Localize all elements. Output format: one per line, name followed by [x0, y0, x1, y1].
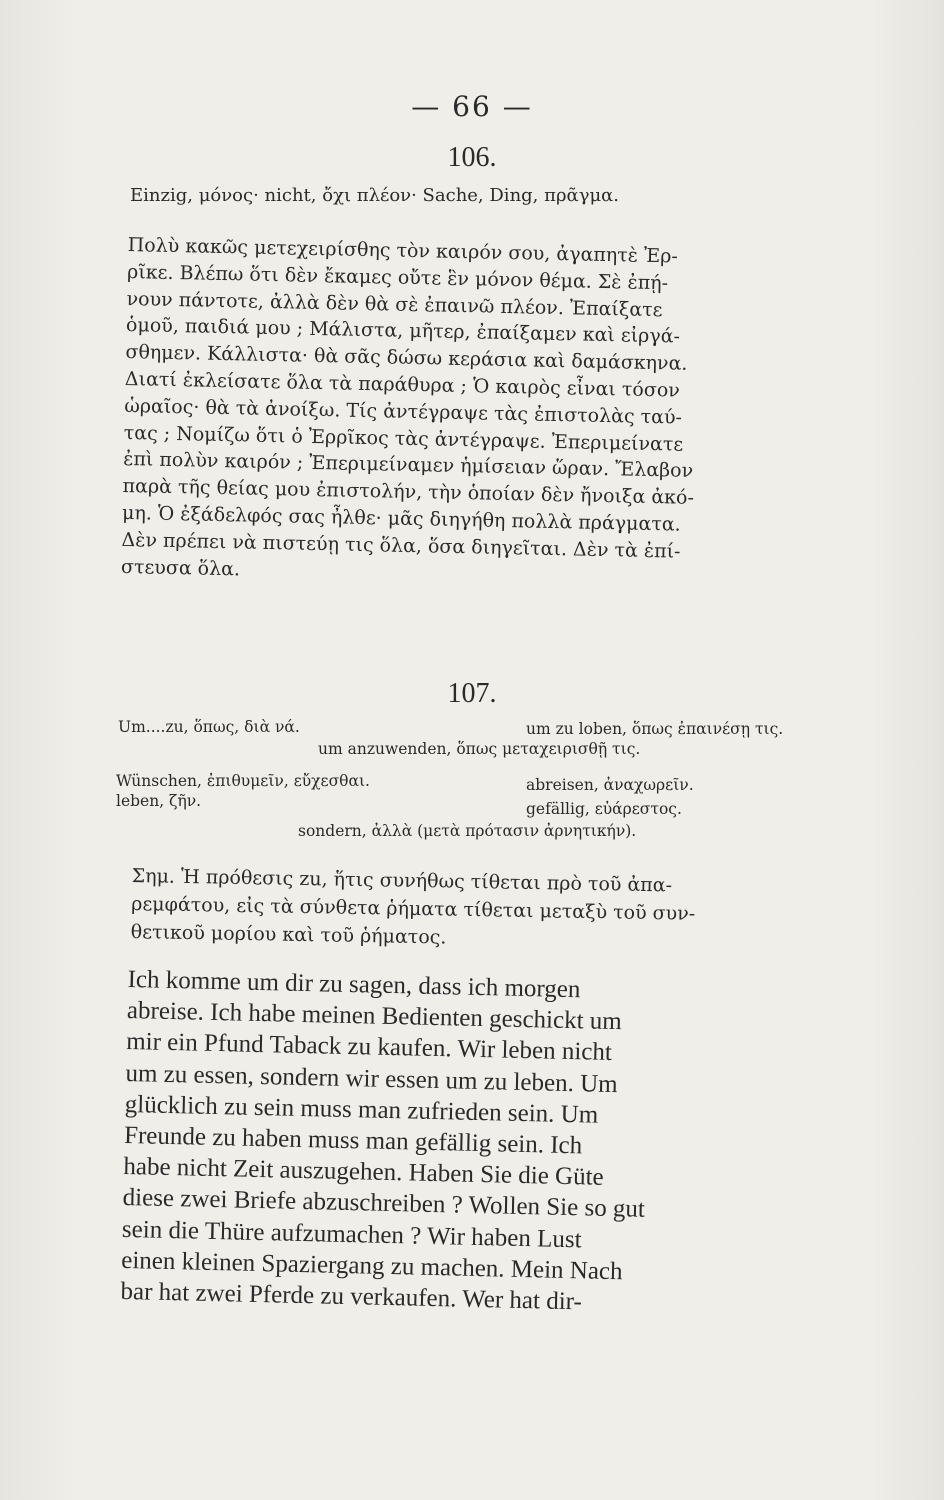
text-line: um zu essen, sondern wir essen um zu leben. Um [125, 1059, 618, 1098]
text-line: diese zwei Briefe abzuschreiben ? Wollen Sie so gut [122, 1184, 646, 1224]
text-line: μη. Ὁ ἐξάδελφός σας ἦλθε· μᾶς διηγήθη πολλὰ πράγματα. [121, 501, 681, 536]
page-number: — 66 — [411, 90, 533, 123]
vocab-entry: sondern, ἀλλὰ (μετὰ πρότασιν ἀρνητικήν). [298, 822, 637, 840]
note-line: ρεμφάτου, εἰς τὰ σύνθετα ῥήματα τίθεται μεταξὺ τοῦ συν- [131, 892, 696, 925]
vocab-entry: abreisen, ἀναχωρεῖν. [526, 776, 694, 794]
text-line: einen kleinen Spaziergang zu machen. Mein Nach [120, 1246, 623, 1286]
vocab-entry: um anzuwenden, ὅπως μεταχειρισθῇ τις. [318, 740, 641, 758]
text-line: ἐπὶ πολὺν καιρόν ; Ἐπεριμείναμεν ἡμίσειαν ὥραν. Ἔλαβον [123, 448, 694, 483]
text-line: τας ; Νομίζω ὅτι ὁ Ἐρρῖκος τὰς ἀντέγραψε. Ἐπεριμείνατε [123, 421, 684, 456]
text-line: sein die Thüre aufzumachen ? Wir haben Lust [121, 1215, 582, 1253]
text-line: στευσα ὅλα. [120, 555, 241, 580]
vocab-entry: gefällig, εὐάρεστος. [526, 800, 682, 818]
exercise-106-vocab: Einzig, μόνος· nicht, ὄχι πλέον· Sache, Ding, πρᾶγμα. [130, 185, 620, 206]
exercise-107-heading: 107. [447, 678, 497, 709]
vocab-entry: leben, ζῆν. [116, 792, 202, 810]
vocab-entry: Um....zu, ὅπως, διὰ νά. [118, 718, 300, 736]
text-line: παρὰ τῆς θείας μου ἐπιστολήν, τὴν ὁποίαν δὲν ἤνοιξα ἀκό- [122, 475, 695, 510]
text-line: νουν πάντοτε, ἀλλὰ δὲν θὰ σὲ ἐπαινῶ πλέον. Ἐπαίξατε [126, 287, 663, 321]
text-line: habe nicht Zeit auszugehen. Haben Sie die Güte [123, 1153, 604, 1192]
text-line: ρῖκε. Βλέπω ὅτι δὲν ἔκαμες οὔτε ἓν μόνον θέμα. Σὲ ἐπῄ- [126, 260, 669, 295]
text-line: Freunde zu haben muss man gefällig sein. Ich [123, 1121, 583, 1160]
vocab-entry: um zu loben, ὅπως ἐπαινέσῃ τις. [526, 720, 784, 738]
vocab-entry: Wünschen, ἐπιθυμεῖν, εὔχεσθαι. [116, 772, 370, 790]
text-line: σθημεν. Κάλλιστα· θὰ σᾶς δώσω κεράσια καὶ δαμάσκηνα. [125, 341, 688, 375]
text-line: Πολὺ κακῶς μετεχειρίσθης τὸν καιρόν σου, ἀγαπητὲ Ἐρ- [127, 233, 679, 268]
note-line: Σημ. Ἡ πρόθεσις zu, ἥτις συνήθως τίθεται πρὸ τοῦ ἀπα- [131, 864, 673, 897]
exercise-107-german-text [120, 964, 858, 1324]
text-line: bar hat zwei Pferde zu verkaufen. Wer hat dir- [120, 1277, 583, 1316]
text-line: Διατί ἐκλείσατε ὅλα τὰ παράθυρα ; Ὁ καιρὸς εἶναι τόσον [124, 367, 681, 402]
exercise-106-greek-text [121, 232, 828, 595]
note-line: θετικοῦ μορίου καὶ τοῦ ῥήματος. [130, 920, 447, 949]
text-line: Ich komme um dir zu sagen, dass ich morgen [127, 965, 581, 1004]
text-line: mir ein Pfund Taback zu kaufen. Wir leben nicht [125, 1028, 613, 1067]
text-line: Δὲν πρέπει νὰ πιστεύῃ τις ὅλα, ὅσα διηγεῖται. Δὲν τὰ ἐπί- [121, 528, 681, 563]
text-line: glücklich zu sein muss man zufrieden sein. Um [124, 1090, 599, 1129]
text-line: ὁμοῦ, παιδιά μου ; Μάλιστα, μῆτερ, ἐπαίξαμεν καὶ εἰργά- [125, 314, 681, 348]
exercise-107-note [131, 862, 852, 959]
exercise-106-heading: 106. [447, 142, 497, 173]
text-line: abreise. Ich habe meinen Bedienten geschickt um [126, 997, 623, 1036]
text-line: ὡραῖος· θὰ τὰ ἀνοίξω. Τίς ἀντέγραψε τὰς ἐπιστολὰς ταύ- [124, 394, 683, 429]
exercise-107-vocab [118, 718, 858, 858]
